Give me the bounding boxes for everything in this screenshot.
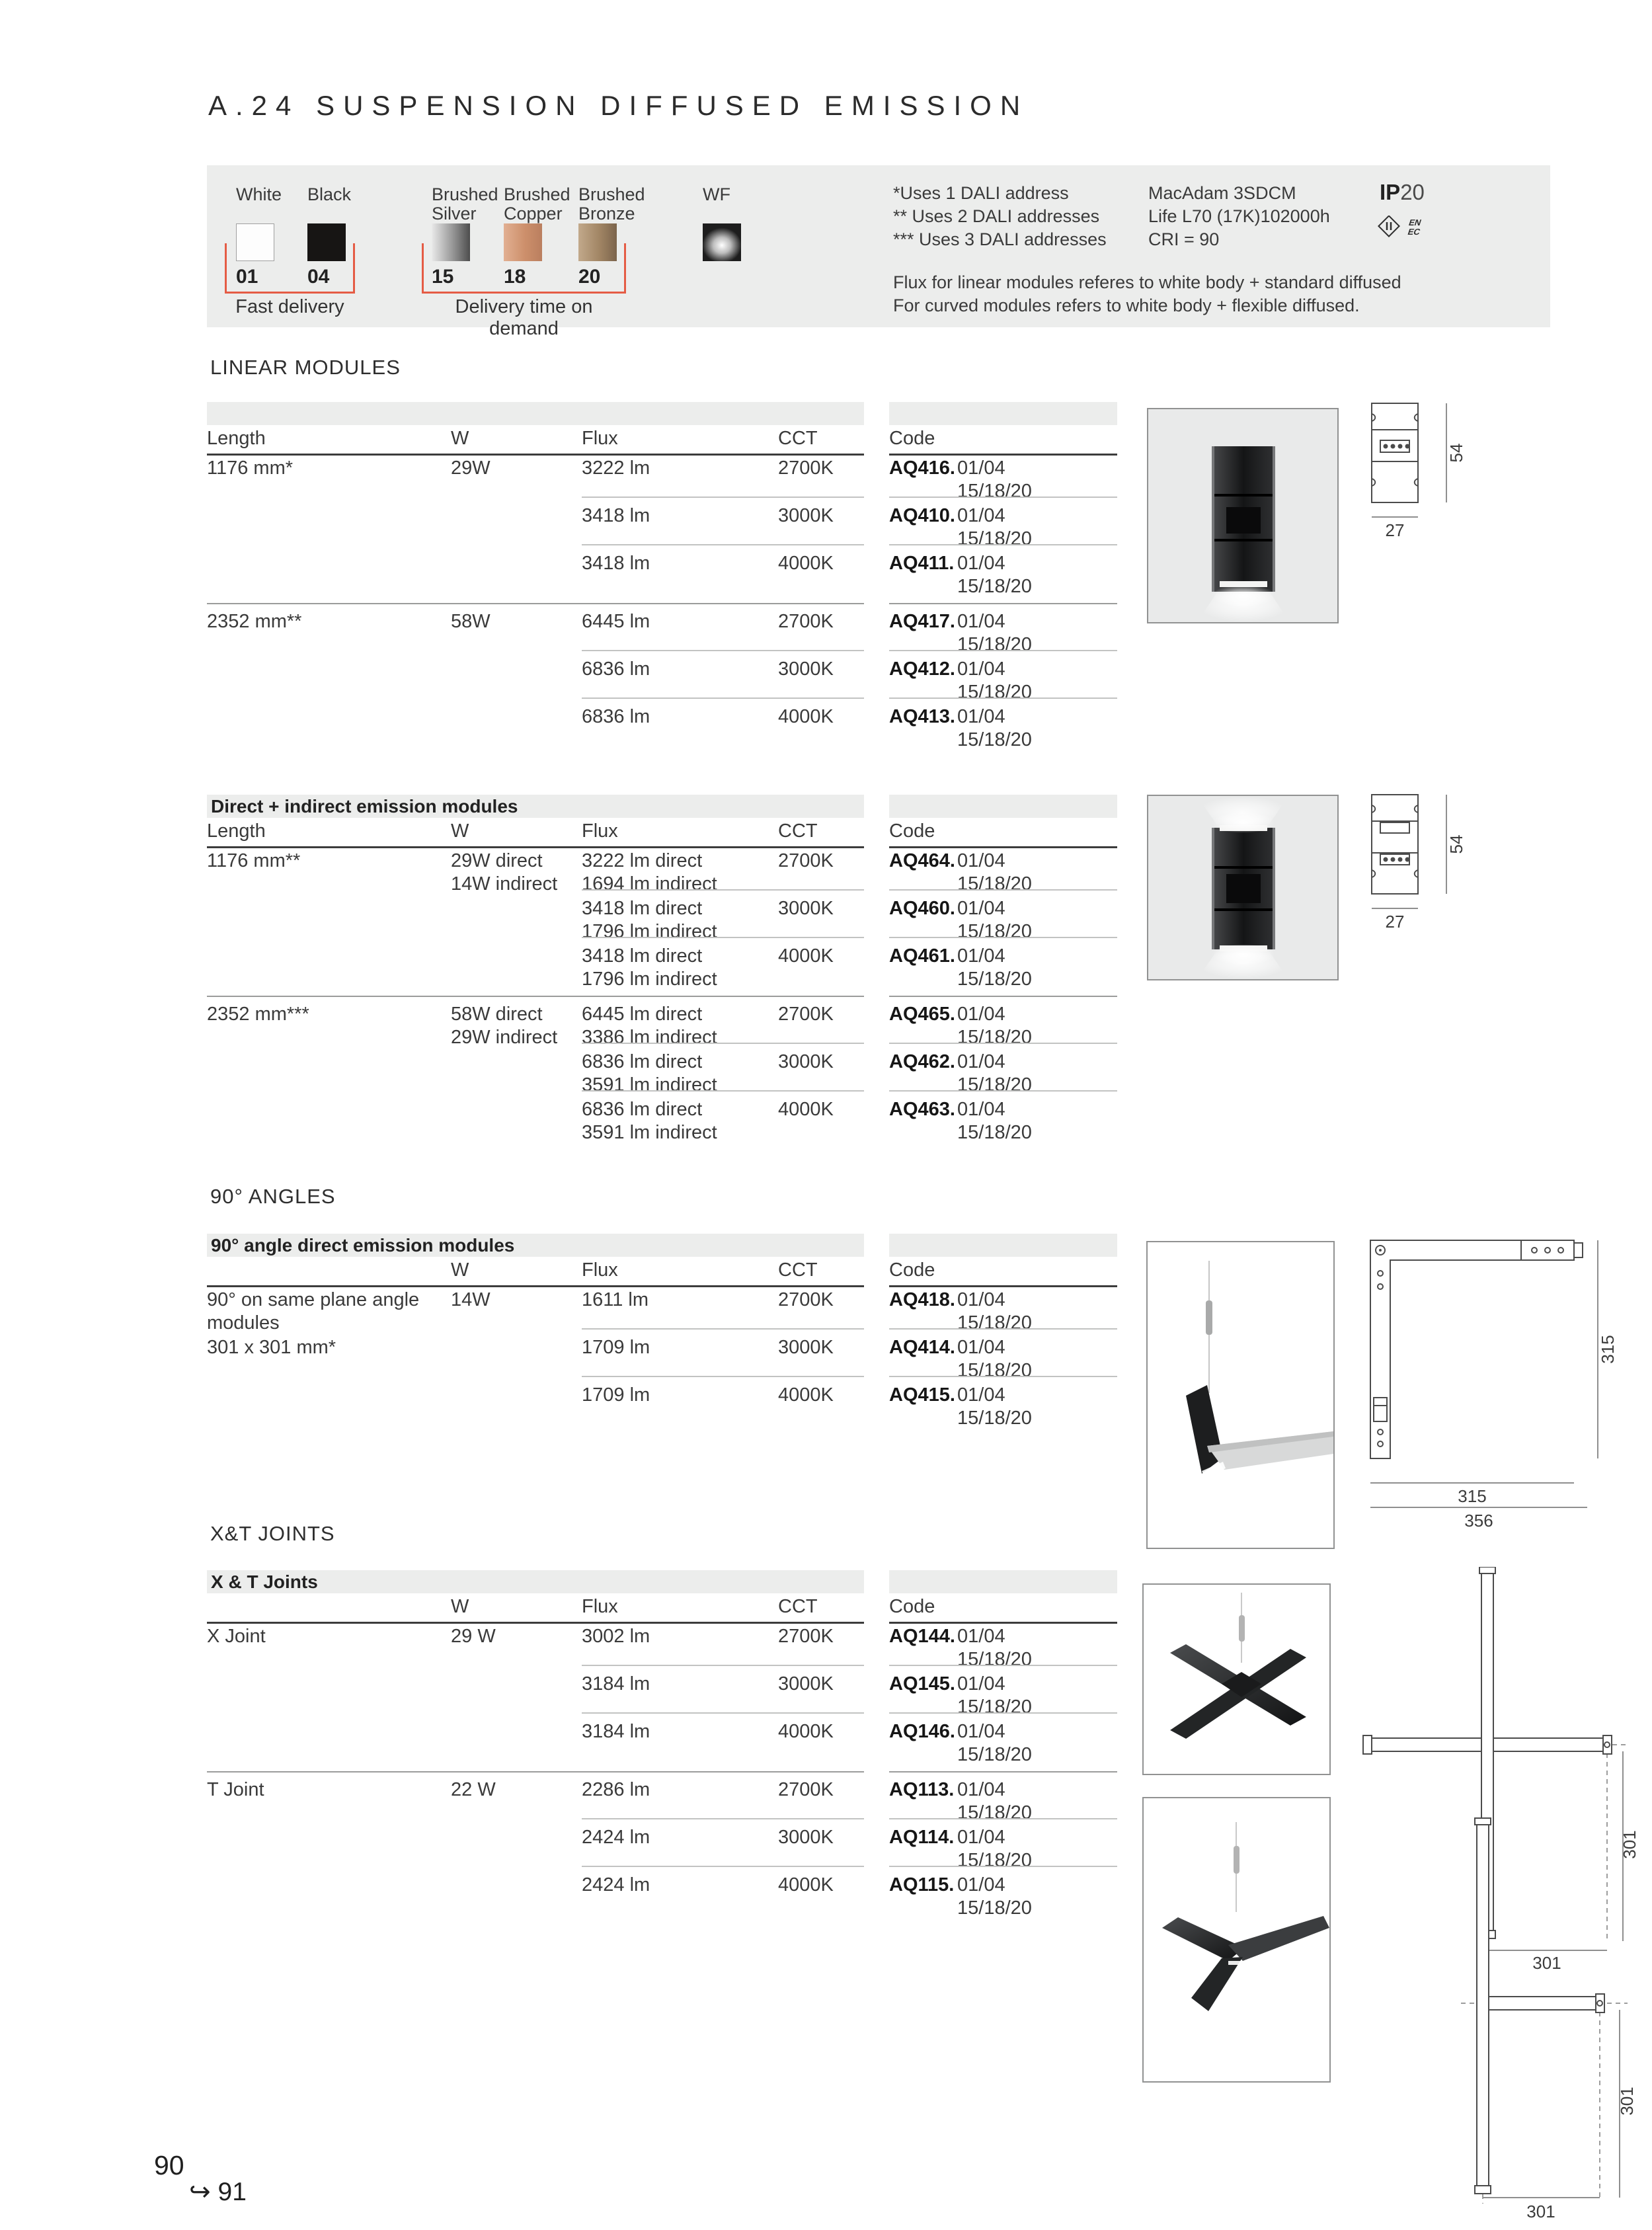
table-row (207, 1872, 1117, 1920)
code-cell: AQ415. 01/04 15/18/20 (889, 1384, 1032, 1429)
svg-text:EN: EN (1407, 218, 1423, 227)
col-header-code: Code (889, 428, 935, 449)
curved-arrow-icon: ↪ (189, 2178, 211, 2206)
code-cell: AQ465. 01/04 15/18/20 (889, 1004, 1032, 1048)
linear-profile-drawing (1366, 398, 1485, 540)
table-header-row (207, 425, 1117, 456)
flux-cell: 6836 lm direct 3591 lm indirect (582, 1051, 717, 1095)
table-header-row: W Flux CCT Code (207, 1593, 1117, 1624)
cct-cell: 3000K (778, 658, 834, 680)
wattage-cell: 29 W (451, 1626, 496, 1647)
table-row (207, 1624, 1117, 1671)
code-cell: AQ463. 01/04 15/18/20 (889, 1099, 1032, 1143)
wf-swatch (703, 223, 741, 261)
class-ii-icon (1378, 216, 1399, 236)
code-cell: AQ412. 01/04 15/18/20 (889, 658, 1032, 703)
on-demand-bracket (422, 243, 626, 294)
flux-cell: 3184 lm (582, 1721, 650, 1742)
finish-code: 18 (504, 266, 526, 288)
length-cell: 1176 mm** (207, 850, 301, 871)
cct-cell: 3000K (778, 1337, 834, 1358)
linear-module-photo (1147, 408, 1339, 623)
wattage-cell: 14W (451, 1289, 491, 1310)
dimension-label-height: 54 (1446, 834, 1466, 854)
table-row (207, 1335, 1117, 1382)
enec-icon (1405, 218, 1425, 237)
table-row (207, 1671, 1117, 1719)
updown-profile-drawing (1366, 787, 1485, 931)
linear-modules-table (207, 402, 1117, 752)
col-header-w: W (451, 428, 469, 449)
flux-cell: 2424 lm (582, 1827, 650, 1848)
code-cell: AQ411. 01/04 15/18/20 (889, 553, 1032, 597)
col-header-flux: Flux (582, 428, 618, 449)
flux-cell: 2286 lm (582, 1779, 650, 1800)
dimension-label-width: 301 (1532, 1953, 1561, 1971)
cct-cell: 4000K (778, 553, 834, 574)
t-joint-plan-drawing (1362, 1817, 1639, 2229)
flux-cell: 3418 lm direct 1796 lm indirect (582, 945, 717, 990)
table-row (207, 1002, 1117, 1049)
flux-cell: 3418 lm (582, 505, 650, 526)
dimension-label-total: 356 (1464, 1511, 1493, 1531)
code-cell: AQ460. 01/04 15/18/20 (889, 898, 1032, 942)
table-band (207, 402, 1117, 425)
code-cell: AQ416. 01/04 15/18/20 (889, 458, 1032, 502)
fast-delivery-bracket (225, 243, 355, 294)
cct-cell: 4000K (778, 1099, 834, 1120)
wattage-cell: 29W direct 14W indirect (451, 850, 558, 895)
flux-cell: 3418 lm (582, 553, 650, 574)
code-cell: AQ145. 01/04 15/18/20 (889, 1673, 1032, 1718)
cct-cell: 3000K (778, 898, 834, 919)
flux-cell: 1611 lm (582, 1289, 649, 1310)
dali-notes: *Uses 1 DALI address ** Uses 2 DALI addresses *** Uses 3 DALI addresses (893, 183, 1107, 249)
wattage-cell: 58W direct 29W indirect (451, 1004, 558, 1048)
code-cell: AQ113. 01/04 15/18/20 (889, 1779, 1032, 1823)
next-page-number: 91 (217, 2178, 247, 2206)
code-cell: AQ464. 01/04 15/18/20 (889, 850, 1032, 895)
table-header-row: W Flux CCT Code (207, 1257, 1117, 1287)
flux-cell: 3222 lm direct 1694 lm indirect (582, 850, 717, 895)
code-cell: AQ414. 01/04 15/18/20 (889, 1337, 1032, 1381)
flux-cell: 6836 lm (582, 706, 650, 727)
dimension-label-side: 315 (1598, 1335, 1618, 1364)
table-row (207, 503, 1117, 551)
table-band (207, 1570, 1117, 1593)
code-cell: AQ418. 01/04 15/18/20 (889, 1289, 1032, 1334)
direct-indirect-table (207, 795, 1117, 1144)
table-row (207, 704, 1117, 752)
cct-cell: 3000K (778, 1827, 834, 1848)
page-number: 90 (154, 2150, 184, 2180)
section-heading-90-angles: 90° ANGLES (210, 1185, 336, 1208)
col-header-length: Length (207, 428, 266, 449)
flux-cell: 6445 lm (582, 611, 650, 632)
spec-notes: MacAdam 3SDCM Life L70 (17K)102000h CRI = 90 (1148, 183, 1330, 249)
code-cell: AQ413. 01/04 15/18/20 (889, 706, 1032, 750)
table-title: Direct + indirect emission modules (211, 796, 518, 816)
on-demand-label: Delivery time on demand (455, 296, 593, 339)
table-row (207, 456, 1117, 503)
flux-note: Flux for linear modules referes to white body + standard diffused For curved modules refers to white body + flexible diffused. (893, 272, 1401, 315)
dimension-label-width: 315 (1458, 1486, 1487, 1506)
flux-cell: 3418 lm direct 1796 lm indirect (582, 898, 717, 942)
table-row (207, 1777, 1117, 1825)
next-page-reference (189, 2177, 247, 2207)
dimension-label-width: 27 (1385, 520, 1405, 540)
wattage-cell: 29W (451, 458, 491, 479)
group-divider (207, 991, 1117, 1002)
angle-plan-drawing (1365, 1235, 1643, 1546)
code-cell: AQ462. 01/04 15/18/20 (889, 1051, 1032, 1095)
table-row (207, 848, 1117, 896)
finish-code: 04 (307, 266, 330, 288)
direct-indirect-module-photo (1147, 795, 1339, 980)
col-header-cct: CCT (778, 428, 818, 449)
table-band (207, 795, 1117, 818)
finish-code: 15 (432, 266, 454, 288)
length-cell: 1176 mm* (207, 458, 294, 479)
flux-cell: 6836 lm direct 3591 lm indirect (582, 1099, 717, 1143)
wattage-cell: 58W (451, 611, 491, 632)
ip-rating: IP20 (1380, 180, 1425, 204)
dimension-label-width: 27 (1385, 912, 1405, 931)
length-cell: 2352 mm** (207, 611, 302, 632)
table-title: X & T Joints (211, 1572, 318, 1592)
t-joint-photo (1142, 1797, 1331, 2083)
code-cell: AQ115. 01/04 15/18/20 (889, 1874, 1032, 1919)
cct-cell: 2700K (778, 611, 834, 632)
finish-label: Black (307, 184, 352, 204)
section-heading-xt-joints: X&T JOINTS (210, 1522, 335, 1545)
table-title: 90° angle direct emission modules (211, 1235, 515, 1255)
cct-cell: 3000K (778, 1051, 834, 1072)
group-divider (207, 1767, 1117, 1777)
cct-cell: 2700K (778, 1289, 834, 1310)
dimension-label-height: 54 (1446, 443, 1466, 463)
flux-cell: 6836 lm (582, 658, 650, 680)
section-heading-linear-modules: LINEAR MODULES (210, 356, 401, 379)
length-cell: X Joint (207, 1626, 266, 1647)
flux-cell: 3222 lm (582, 458, 650, 479)
cct-cell: 2700K (778, 1626, 834, 1647)
table-row (207, 1287, 1117, 1335)
cct-cell: 3000K (778, 505, 834, 526)
xt-joints-table (207, 1570, 1117, 1920)
flux-cell: 1709 lm (582, 1337, 650, 1358)
table-row (207, 1719, 1117, 1767)
cct-cell: 4000K (778, 945, 834, 967)
x-joint-photo (1142, 1583, 1331, 1775)
table-row (207, 896, 1117, 943)
code-cell: AQ410. 01/04 15/18/20 (889, 505, 1032, 549)
cct-cell: 2700K (778, 1004, 834, 1025)
certification-icons (1377, 216, 1429, 243)
table-row (207, 1097, 1117, 1144)
table-header-row: Length W Flux CCT Code (207, 818, 1117, 848)
length-cell: 301 x 301 mm* (207, 1337, 336, 1358)
length-cell: 2352 mm*** (207, 1004, 309, 1025)
cct-cell: 4000K (778, 1384, 834, 1406)
code-cell: AQ461. 01/04 15/18/20 (889, 945, 1032, 990)
finish-info-panel: White 01 Black 04 Brushed Silver 15 Brushed Copper 18 Brushed Bronze 20 WF Fast delivery Delivery time on demand *Uses 1 DALI address ** Uses 2 DALI addresses *** Uses 3 DALI addresses MacAdam 3SDCM Life L70 (17K)102000h CRI = 90 IP20 EN EC Flux for linear modules referes to white body + standard diffused For curved modules refers to white body + flexible diffused. (207, 165, 1550, 327)
dimension-label-side: 301 (1620, 1830, 1639, 1859)
flux-cell: 3184 lm (582, 1673, 650, 1694)
wattage-cell: 22 W (451, 1779, 496, 1800)
cct-cell: 4000K (778, 1874, 834, 1895)
finish-label: White (236, 184, 282, 204)
dimension-label-width: 301 (1526, 2202, 1555, 2221)
table-band (207, 1234, 1117, 1257)
table-row (207, 551, 1117, 598)
page-title: A.24 SUSPENSION DIFFUSED EMISSION (208, 90, 1029, 121)
angle-modules-table (207, 1234, 1117, 1430)
code-cell: AQ144. 01/04 15/18/20 (889, 1626, 1032, 1670)
cct-cell: 2700K (778, 1779, 834, 1800)
cct-cell: 2700K (778, 458, 834, 479)
finish-code: 01 (236, 266, 258, 288)
length-cell: T Joint (207, 1779, 264, 1800)
svg-text:EC: EC (1406, 227, 1422, 237)
table-row (207, 1825, 1117, 1872)
table-row (207, 1049, 1117, 1097)
flux-cell: 3002 lm (582, 1626, 650, 1647)
cct-cell: 4000K (778, 706, 834, 727)
cct-cell: 2700K (778, 850, 834, 871)
dimension-label-side: 301 (1617, 2087, 1637, 2116)
table-row (207, 943, 1117, 991)
table-row (207, 1382, 1117, 1430)
table-row (207, 657, 1117, 704)
code-cell: AQ114. 01/04 15/18/20 (889, 1827, 1032, 1871)
length-cell: 90° on same plane angle modules (207, 1289, 420, 1334)
flux-cell: 1709 lm (582, 1384, 650, 1406)
code-cell: AQ417. 01/04 15/18/20 (889, 611, 1032, 655)
fast-delivery-label: Fast delivery (235, 296, 344, 317)
flux-cell: 6445 lm direct 3386 lm indirect (582, 1004, 717, 1048)
code-cell: AQ146. 01/04 15/18/20 (889, 1721, 1032, 1765)
cct-cell: 4000K (778, 1721, 834, 1742)
table-row (207, 609, 1117, 657)
flux-cell: 2424 lm (582, 1874, 650, 1895)
finish-code: 20 (578, 266, 601, 288)
group-divider (207, 598, 1117, 609)
cct-cell: 3000K (778, 1673, 834, 1694)
angle-module-photo (1146, 1241, 1335, 1549)
